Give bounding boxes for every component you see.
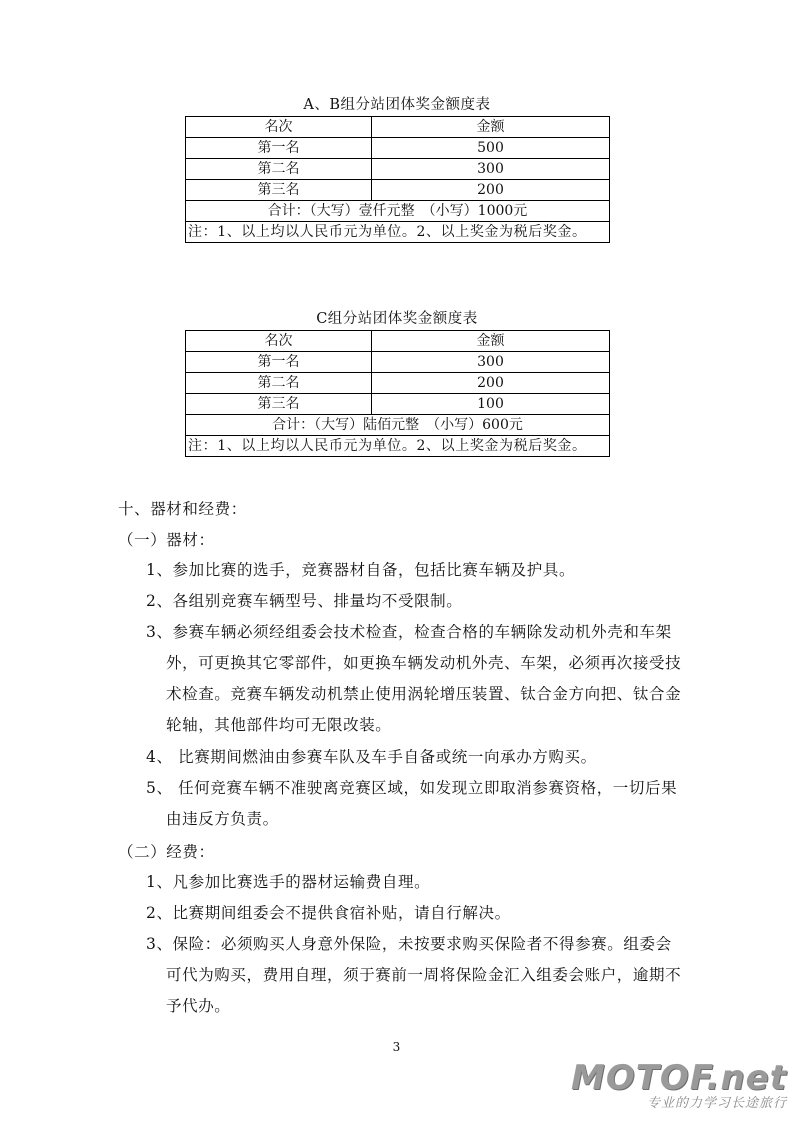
list-item: [146, 871, 430, 902]
item-line: 4、 比赛期间燃油由参赛车队及车手自备或统一向承办方购买。: [146, 748, 597, 766]
item-line: 1、参加比赛的选手，竞赛器材自备，包括比赛车辆及护具。: [146, 561, 576, 579]
total-cell: 合计：（大写）陆佰元整 （小写）600元: [186, 415, 610, 436]
funding-heading: （二）经费：: [118, 843, 215, 861]
item-line: 2、各组别竞赛车辆型号、排量均不受限制。: [146, 592, 463, 610]
list-item: [146, 746, 597, 777]
table-ab-title: A、B组分站团体奖金额度表: [303, 97, 491, 113]
item-line: 3、保险：必须购买人身意外保险，未按要求购买保险者不得参赛。组委会: [146, 935, 672, 953]
total-cell: 合计：（大写）壹仟元整 （小写）1000元: [186, 201, 610, 222]
rank-cell: 第二名: [186, 373, 372, 394]
amount-header: 金额: [372, 117, 610, 138]
prize-table-ab: [185, 95, 609, 243]
amount-cell: 100: [372, 394, 610, 415]
rank-cell: 第三名: [186, 394, 372, 415]
list-item: [146, 621, 681, 745]
rank-cell: 第一名: [186, 138, 372, 159]
table-header-row: [186, 331, 610, 352]
rank-header: 名次: [186, 331, 372, 352]
page-number: 3: [392, 1040, 401, 1054]
list-item: [146, 777, 677, 839]
item-line: 轮轴，其他部件均可无限改装。: [166, 716, 392, 734]
table-row: [186, 138, 610, 159]
list-item: [146, 933, 681, 1026]
list-item: [146, 590, 462, 621]
amount-cell: 200: [372, 373, 610, 394]
rank-cell: 第一名: [186, 352, 372, 373]
site-watermark: [571, 1058, 787, 1112]
amount-cell: 300: [372, 159, 610, 180]
rank-cell: 第二名: [186, 159, 372, 180]
note-cell: 注：1、以上均以人民币元为单位。2、以上奖金为税后奖金。: [186, 222, 610, 243]
amount-cell: 500: [372, 138, 610, 159]
table-ab-grid: [185, 116, 610, 243]
table-row: [186, 352, 610, 373]
total-row: [186, 201, 610, 222]
rank-cell: 第三名: [186, 180, 372, 201]
watermark-tagline: 专业的力学习长途旅行: [646, 1096, 787, 1111]
note-cell: 注：1、以上均以人民币元为单位。2、以上奖金为税后奖金。: [186, 436, 610, 457]
table-c-grid: [185, 330, 610, 457]
prize-table-c: [185, 309, 609, 457]
rank-header: 名次: [186, 117, 372, 138]
note-row: [186, 222, 610, 243]
equipment-heading: （一）器材：: [118, 531, 215, 549]
item-line: 予代办。: [166, 997, 231, 1015]
item-line: 由违反方负责。: [166, 810, 279, 828]
item-line: 5、 任何竞赛车辆不准驶离竞赛区域，如发现立即取消参赛资格，一切后果: [146, 779, 678, 797]
table-row: [186, 159, 610, 180]
item-line: 3、参赛车辆必须经组委会技术检查，检查合格的车辆除发动机外壳和车架: [146, 623, 672, 641]
amount-cell: 300: [372, 352, 610, 373]
amount-cell: 200: [372, 180, 610, 201]
item-line: 2、比赛期间组委会不提供食宿补贴，请自行解决。: [146, 904, 511, 922]
item-line: 可代为购买，费用自理，须于赛前一周将保险金汇入组委会账户，逾期不: [166, 966, 682, 984]
item-line: 1、凡参加比赛选手的器材运输费自理。: [146, 873, 431, 891]
note-row: [186, 436, 610, 457]
list-item: [146, 559, 575, 590]
section-title: 十、器材和经费：: [118, 500, 247, 518]
table-row: [186, 373, 610, 394]
amount-header: 金额: [372, 331, 610, 352]
item-line: 术检查。竞赛车辆发动机禁止使用涡轮增压装置、钛合金方向把、钛合金: [166, 685, 682, 703]
table-c-title: C组分站团体奖金额度表: [316, 311, 478, 327]
watermark-logo: MOTOF.net: [571, 1058, 787, 1098]
list-item: [146, 902, 511, 933]
total-row: [186, 415, 610, 436]
table-row: [186, 180, 610, 201]
item-line: 外，可更换其它零部件，如更换车辆发动机外壳、车架，必须再次接受技: [166, 654, 682, 672]
table-row: [186, 394, 610, 415]
table-header-row: [186, 117, 610, 138]
